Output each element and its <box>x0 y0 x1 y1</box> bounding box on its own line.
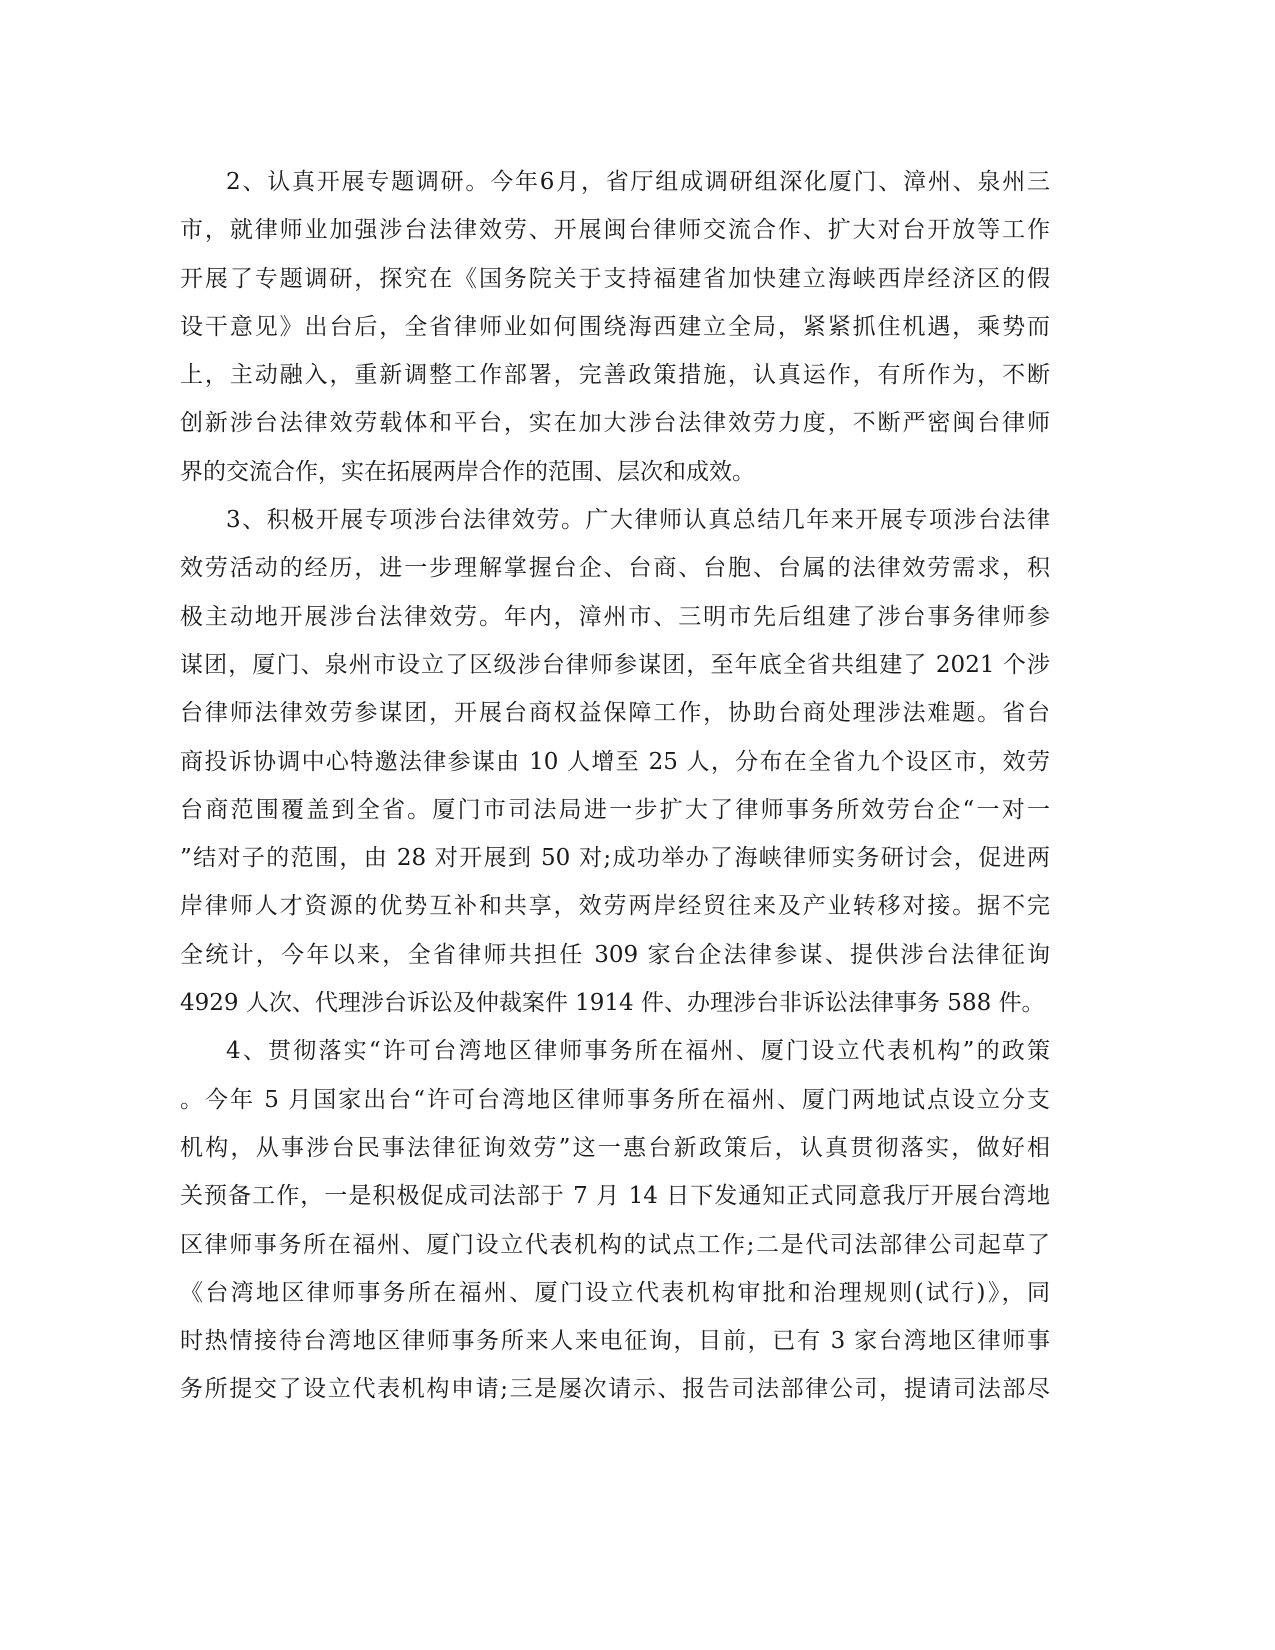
text-line: 谋团，厦门、泉州市设立了区级涉台律师参谋团，至年底全省共组建了 2021 个涉 <box>180 651 1050 678</box>
text-line: 。今年 5 月国家出台“许可台湾地区律师事务所在福州、厦门两地试点设立分支 <box>180 1086 1050 1113</box>
text-line: 市，就律师业加强涉台法律效劳、开展闽台律师交流合作、扩大对台开放等工作 <box>180 217 1050 244</box>
text-line: 务所提交了设立代表机构申请;三是屡次请示、报告司法部律公司，提请司法部尽 <box>180 1376 1050 1403</box>
text-line: 《台湾地区律师事务所在福州、厦门设立代表机构审批和治理规则(试行)》，同 <box>180 1279 1050 1306</box>
text-line: 机构，从事涉台民事法律征询效劳”这一惠台新政策后，认真贯彻落实，做好相 <box>180 1134 1050 1161</box>
text-line: 效劳活动的经历，进一步理解掌握台企、台商、台胞、台属的法律效劳需求，积 <box>180 555 1050 582</box>
text-line: 极主动地开展涉台法律效劳。年内，漳州市、三明市先后组建了涉台事务律师参 <box>180 603 1050 630</box>
text-line: 上，主动融入，重新调整工作部署，完善政策措施，认真运作，有所作为，不断 <box>180 362 1050 389</box>
document-body <box>180 158 1050 1414</box>
text-line: 设干意见》出台后，全省律师业如何围绕海西建立全局，紧紧抓住机遇，乘势而 <box>180 313 1050 340</box>
text-line: 台商范围覆盖到全省。厦门市司法局进一步扩大了律师事务所效劳台企“一对一 <box>180 796 1050 823</box>
text-line: ”结对子的范围，由 28 对开展到 50 对;成功举办了海峡律师实务研讨会，促进两 <box>180 845 1050 872</box>
text-line: 3、积极开展专项涉台法律效劳。广大律师认真总结几年来开展专项涉台法律 <box>226 507 1050 534</box>
text-line: 4929 人次、代理涉台诉讼及仲裁案件 1914 件、办理涉台非诉讼法律事务 588 件。 <box>180 990 1045 1017</box>
text-line: 2、认真开展专题调研。今年6月，省厅组成调研组深化厦门、漳州、泉州三 <box>226 169 1050 195</box>
text-line: 商投诉协调中心特邀法律参谋由 10 人增至 25 人，分布在全省九个设区市，效劳 <box>180 748 1050 775</box>
paragraph-4 <box>180 1027 1050 1413</box>
text-line: 创新涉台法律效劳载体和平台，实在加大涉台法律效劳力度，不断严密闽台律师 <box>180 410 1050 437</box>
text-line: 岸律师人才资源的优势互补和共享，效劳两岸经贸往来及产业转移对接。据不完 <box>180 893 1050 920</box>
text-line: 界的交流合作，实在拓展两岸合作的范围、层次和成效。 <box>180 458 755 485</box>
text-line: 时热情接待台湾地区律师事务所来人来电征询，目前，已有 3 家台湾地区律师事 <box>180 1328 1050 1355</box>
paragraph-3 <box>180 496 1050 1027</box>
text-line: 开展了专题调研，探究在《国务院关于支持福建省加快建立海峡西岸经济区的假 <box>180 265 1050 292</box>
text-line: 全统计，今年以来，全省律师共担任 309 家台企法律参谋、提供涉台法律征询 <box>180 941 1050 968</box>
text-line: 关预备工作，一是积极促成司法部于 7 月 14 日下发通知正式同意我厅开展台湾地 <box>180 1183 1050 1210</box>
text-line: 区律师事务所在福州、厦门设立代表机构的试点工作;二是代司法部律公司起草了 <box>180 1231 1050 1258</box>
paragraph-2 <box>180 158 1050 496</box>
text-line: 4、贯彻落实“许可台湾地区律师事务所在福州、厦门设立代表机构”的政策 <box>226 1038 1050 1065</box>
text-line: 台律师法律效劳参谋团，开展台商权益保障工作，协助台商处理涉法难题。省台 <box>180 700 1050 727</box>
